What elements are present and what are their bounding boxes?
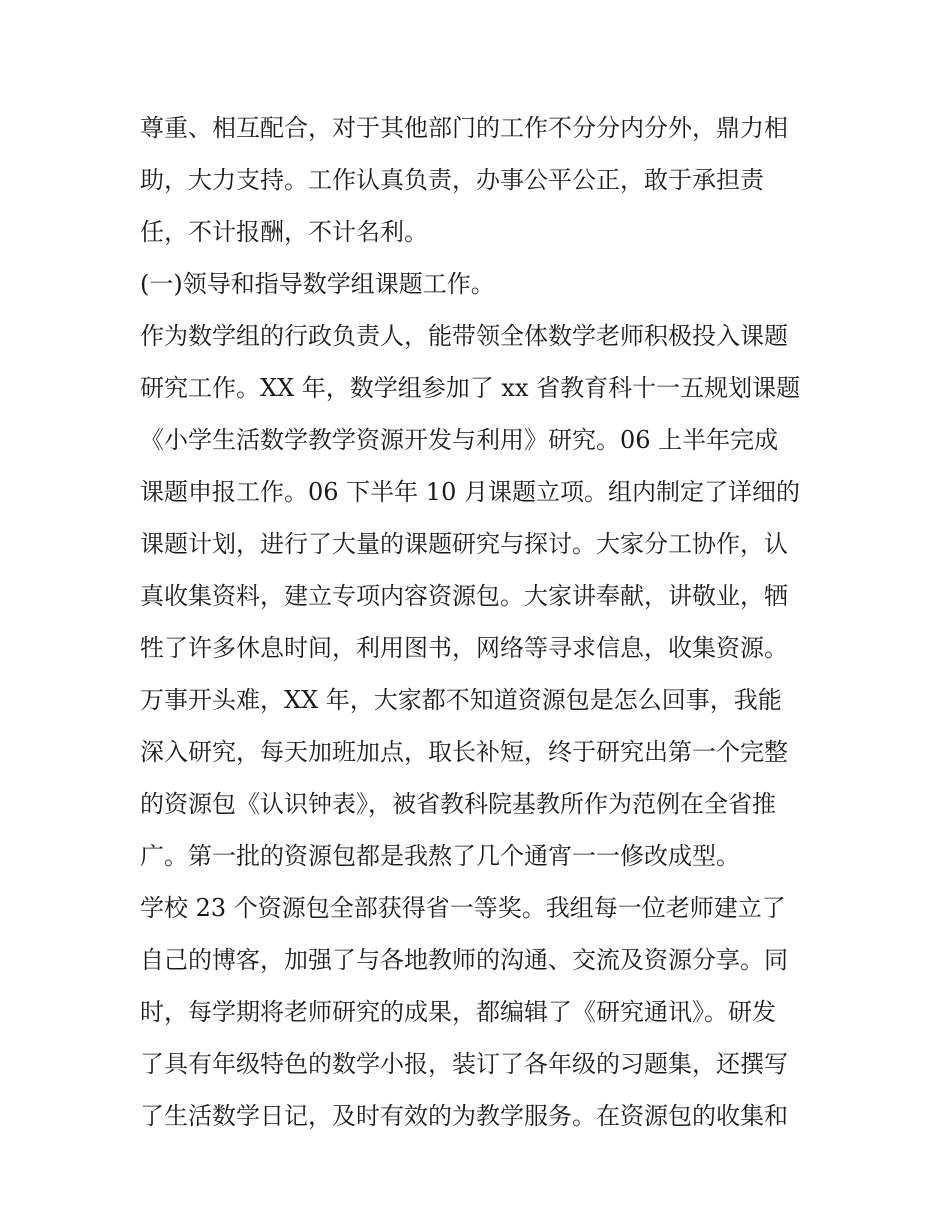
text-line: 万事开头难，XX 年，大家都不知道资源包是怎么回事，我能 [140, 686, 782, 714]
text-line: 广。第一批的资源包都是我熬了几个通宵一一修改成型。 [140, 842, 740, 870]
document-page [140, 107, 820, 1147]
text-line: 真收集资料，建立专项内容资源包。大家讲奉献，讲敬业，牺 [140, 582, 788, 610]
text-line: 课题申报工作。06 下半年 10 月课题立项。组内制定了详细的 [140, 478, 800, 506]
text-line: 学校 23 个资源包全部获得省一等奖。我组每一位老师建立了 [140, 894, 786, 922]
text-line: 牲了许多休息时间，利用图书，网络等寻求信息，收集资源。 [140, 634, 788, 662]
text-line: 研究工作。XX 年，数学组参加了 xx 省教育科十一五规划课题 [140, 374, 801, 402]
text-line: 课题计划，进行了大量的课题研究与探讨。大家分工协作，认 [140, 530, 788, 558]
text-line: 助，大力支持。工作认真负责，办事公平公正，敢于承担责 [140, 166, 764, 194]
text-line: 的资源包《认识钟表》，被省教科院基教所作为范例在全省推 [140, 790, 776, 818]
text-line: 时，每学期将老师研究的成果，都编辑了《研究通讯》。研发 [140, 998, 776, 1026]
text-line: 自己的博客，加强了与各地教师的沟通、交流及资源分享。同 [140, 946, 788, 974]
text-line: 作为数学组的行政负责人，能带领全体数学老师积极投入课题 [140, 322, 788, 350]
text-line: 深入研究，每天加班加点，取长补短，终于研究出第一个完整 [140, 738, 788, 766]
text-line: 任，不计报酬，不计名利。 [140, 218, 428, 246]
text-line: 《小学生活数学教学资源开发与利用》研究。06 上半年完成 [140, 426, 779, 454]
text-line: 尊重、相互配合，对于其他部门的工作不分分内分外，鼎力相 [140, 114, 788, 142]
text-line: 了具有年级特色的数学小报，装订了各年级的习题集，还撰写 [140, 1050, 788, 1078]
text-line: 了生活数学日记，及时有效的为教学服务。在资源包的收集和 [140, 1102, 788, 1130]
section-heading: (一)领导和指导数学组课题工作。 [140, 270, 495, 298]
